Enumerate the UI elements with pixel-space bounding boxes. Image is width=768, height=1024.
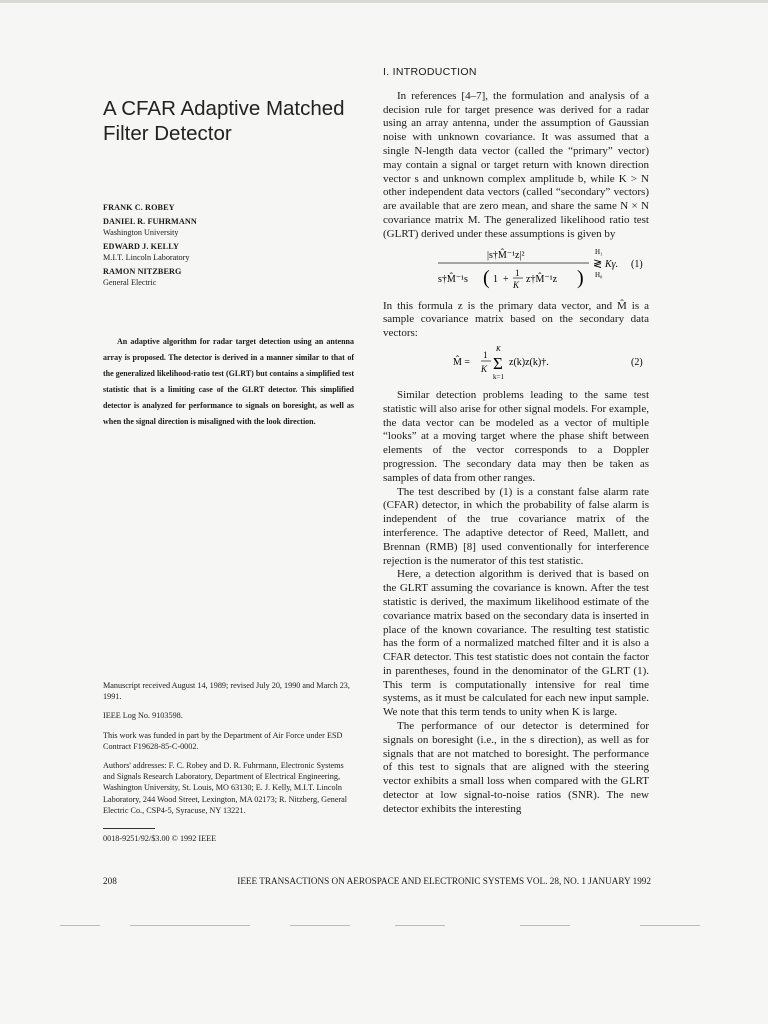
paragraph: In this formula z is the primary data vector, and M̂ is a sample covariance matrix based on the secondary data vectors: — [383, 299, 649, 340]
covariance-equation — [383, 341, 649, 381]
scan-artifact — [290, 925, 350, 926]
eq2-lhs: M̂ = — [453, 356, 471, 368]
right-paren: ) — [577, 266, 584, 289]
title-block — [103, 96, 355, 146]
abstract: An adaptive algorithm for radar target detection using an antenna array is proposed. The detector is derived in a manner similar to that of the generalized likelihood-ratio test (GLRT) but contains a simplified test statistic that is a limiting case of the GLRT detector. This simplified detector is analyzed for performance to signals on boresight, as well as when the signal direction is misaligned with the look direction. — [103, 337, 354, 426]
eq1-rhs: Kγ. — [605, 258, 619, 270]
scan-edge — [0, 0, 768, 3]
sum-lower: k=1 — [493, 372, 504, 381]
author-list — [103, 202, 353, 291]
paragraph: In references [4–7], the formulation and analysis of a decision rule for target presence was derived for a radar using an array antenna, under the assumption of Gaussian noise with unknown covariance. It was assumed that a single N-length data vector (called the “primary” vector) may contain a signal or target return with known direction vector s and unknown complex amplitude b, while K > N other independent data vectors (called “secondary” vectors) are available that are zero mean, and share the same N × N covariance matrix M. The generalized likelihood ratio test (GLRT) derived under these assumptions is given by — [383, 89, 649, 240]
page-footer — [103, 876, 651, 886]
paper-title: A CFAR Adaptive Matched Filter Detector — [103, 97, 345, 145]
scan-artifact — [395, 925, 445, 926]
author-affiliation: M.I.T. Lincoln Laboratory — [103, 253, 190, 262]
copyright-line: 0018-9251/92/$3.00 © 1992 IEEE — [103, 834, 217, 844]
author-entry — [103, 266, 353, 288]
scan-artifact — [60, 925, 100, 926]
scan-artifact — [130, 925, 250, 926]
author-affiliation: General Electric — [103, 278, 157, 287]
funding-note: This work was funded in part by the Department of Air Force under ESD Contract F19628-85-C-0002. — [103, 730, 343, 751]
author-entry — [103, 216, 353, 238]
equation-2 — [383, 341, 649, 381]
eq1-denominator-a: s†M̂⁻¹s — [438, 273, 468, 285]
author-entry — [103, 241, 353, 263]
left-paren: ( — [483, 266, 490, 289]
paragraph: The performance of our detector is determined for signals on boresight (i.e., in the s direction), as well as for signals that are not matched to boresight. The performance of this test to signals that are aligned with the steering vector exhibits a small loss when compared with the GLRT detector at low signal-to-noise ratios (SNR). The new detector exhibits the interesting — [383, 720, 649, 815]
comparison-symbol: ≷ — [593, 257, 603, 270]
eq2-rhs: z(k)z(k)†. — [509, 356, 549, 368]
eq1-frac-den: K — [513, 279, 520, 290]
scan-artifact — [640, 925, 700, 926]
eq2-number: (2) — [631, 356, 643, 368]
hypothesis-h1: H₁ — [595, 247, 603, 256]
paragraph: Similar detection problems leading to the same test statistic will also arise for other signal models. For example, the data vector can be modeled as a vector of multiple “looks” at a moving target where the phase shift between elements of the vector corresponds to a Doppler progression. The secondary data may then be taken as samples of data from other ranges. — [383, 388, 649, 484]
equation-1 — [383, 246, 649, 294]
author-name: FRANK C. ROBEY — [103, 203, 175, 212]
eq1-numerator: |s†M̂⁻¹z|² — [487, 249, 525, 261]
address-note: Authors' addresses: F. C. Robey and D. R. Fuhrmann, Electronic Systems and Signals Research Laboratory, Department of Electrical Engineering, Washington University, St. Louis, MO 63130; E. J. Kelly, M.I.T. Lincoln Laboratory, 244 Wood Street, Lexington, MA 02173; R. Nitzberg, General Electric Co., CSP4-5, Syracuse, NY 13221. — [103, 761, 348, 815]
author-name: EDWARD J. KELLY — [103, 242, 180, 251]
eq1-number: (1) — [631, 258, 643, 270]
eq1-denominator-b: z†M̂⁻¹z — [526, 273, 558, 285]
eq1-plus: + — [503, 273, 509, 285]
author-name: RAMON NITZBERG — [103, 267, 182, 276]
journal-line: IEEE TRANSACTIONS ON AEROSPACE AND ELECTRONIC SYSTEMS VOL. 28, NO. 1 JANUARY 1992 — [237, 876, 651, 886]
author-affiliation: Washington University — [103, 228, 179, 237]
glrt-equation — [383, 246, 649, 294]
divider — [103, 828, 155, 829]
page-number: 208 — [103, 876, 117, 886]
paragraph: Here, a detection algorithm is derived that is based on the GLRT assuming the covariance is known. After the test statistic is derived, the maximum likelihood estimate of the covariance matrix based on the secondary data is inserted in place of the known covariance. The resulting test statistic has the form of a normalized matched filter and it is also a CFAR detector. This test statistic does not contain the factor in parentheses, found in the denominator of the GLRT (1). This term is computationally intensive for real time systems, as it must be calculated for each new input sample. We note that this term tends to unity when K is large. — [383, 568, 649, 719]
body-column — [383, 66, 649, 817]
paragraph: The test described by (1) is a constant false alarm rate (CFAR) detector, in which the probability of false alarm is independent of the true covariance matrix of the interference. The adaptive detector of Reed, Mallett, and Brennan (RMB) [8] used conventionally for interference rejection is the numerator of this test statistic. — [383, 485, 649, 567]
eq1-one: 1 — [493, 273, 498, 285]
sum-symbol: Σ — [493, 353, 503, 373]
author-name: DANIEL R. FUHRMANN — [103, 217, 197, 226]
author-entry — [103, 202, 353, 213]
section-heading: I. INTRODUCTION — [383, 66, 477, 78]
eq1-frac-num: 1 — [515, 267, 520, 278]
footnotes — [103, 680, 355, 844]
received-note: Manuscript received August 14, 1989; revised July 20, 1990 and March 23, 1991. — [103, 681, 350, 702]
eq2-frac-den: K — [481, 363, 488, 374]
hypothesis-h0: H₀ — [595, 270, 603, 279]
scan-artifact — [520, 925, 570, 926]
log-note: IEEE Log No. 9103598. — [103, 711, 183, 721]
eq2-frac-num: 1 — [483, 349, 488, 360]
sum-upper: K — [496, 344, 501, 353]
